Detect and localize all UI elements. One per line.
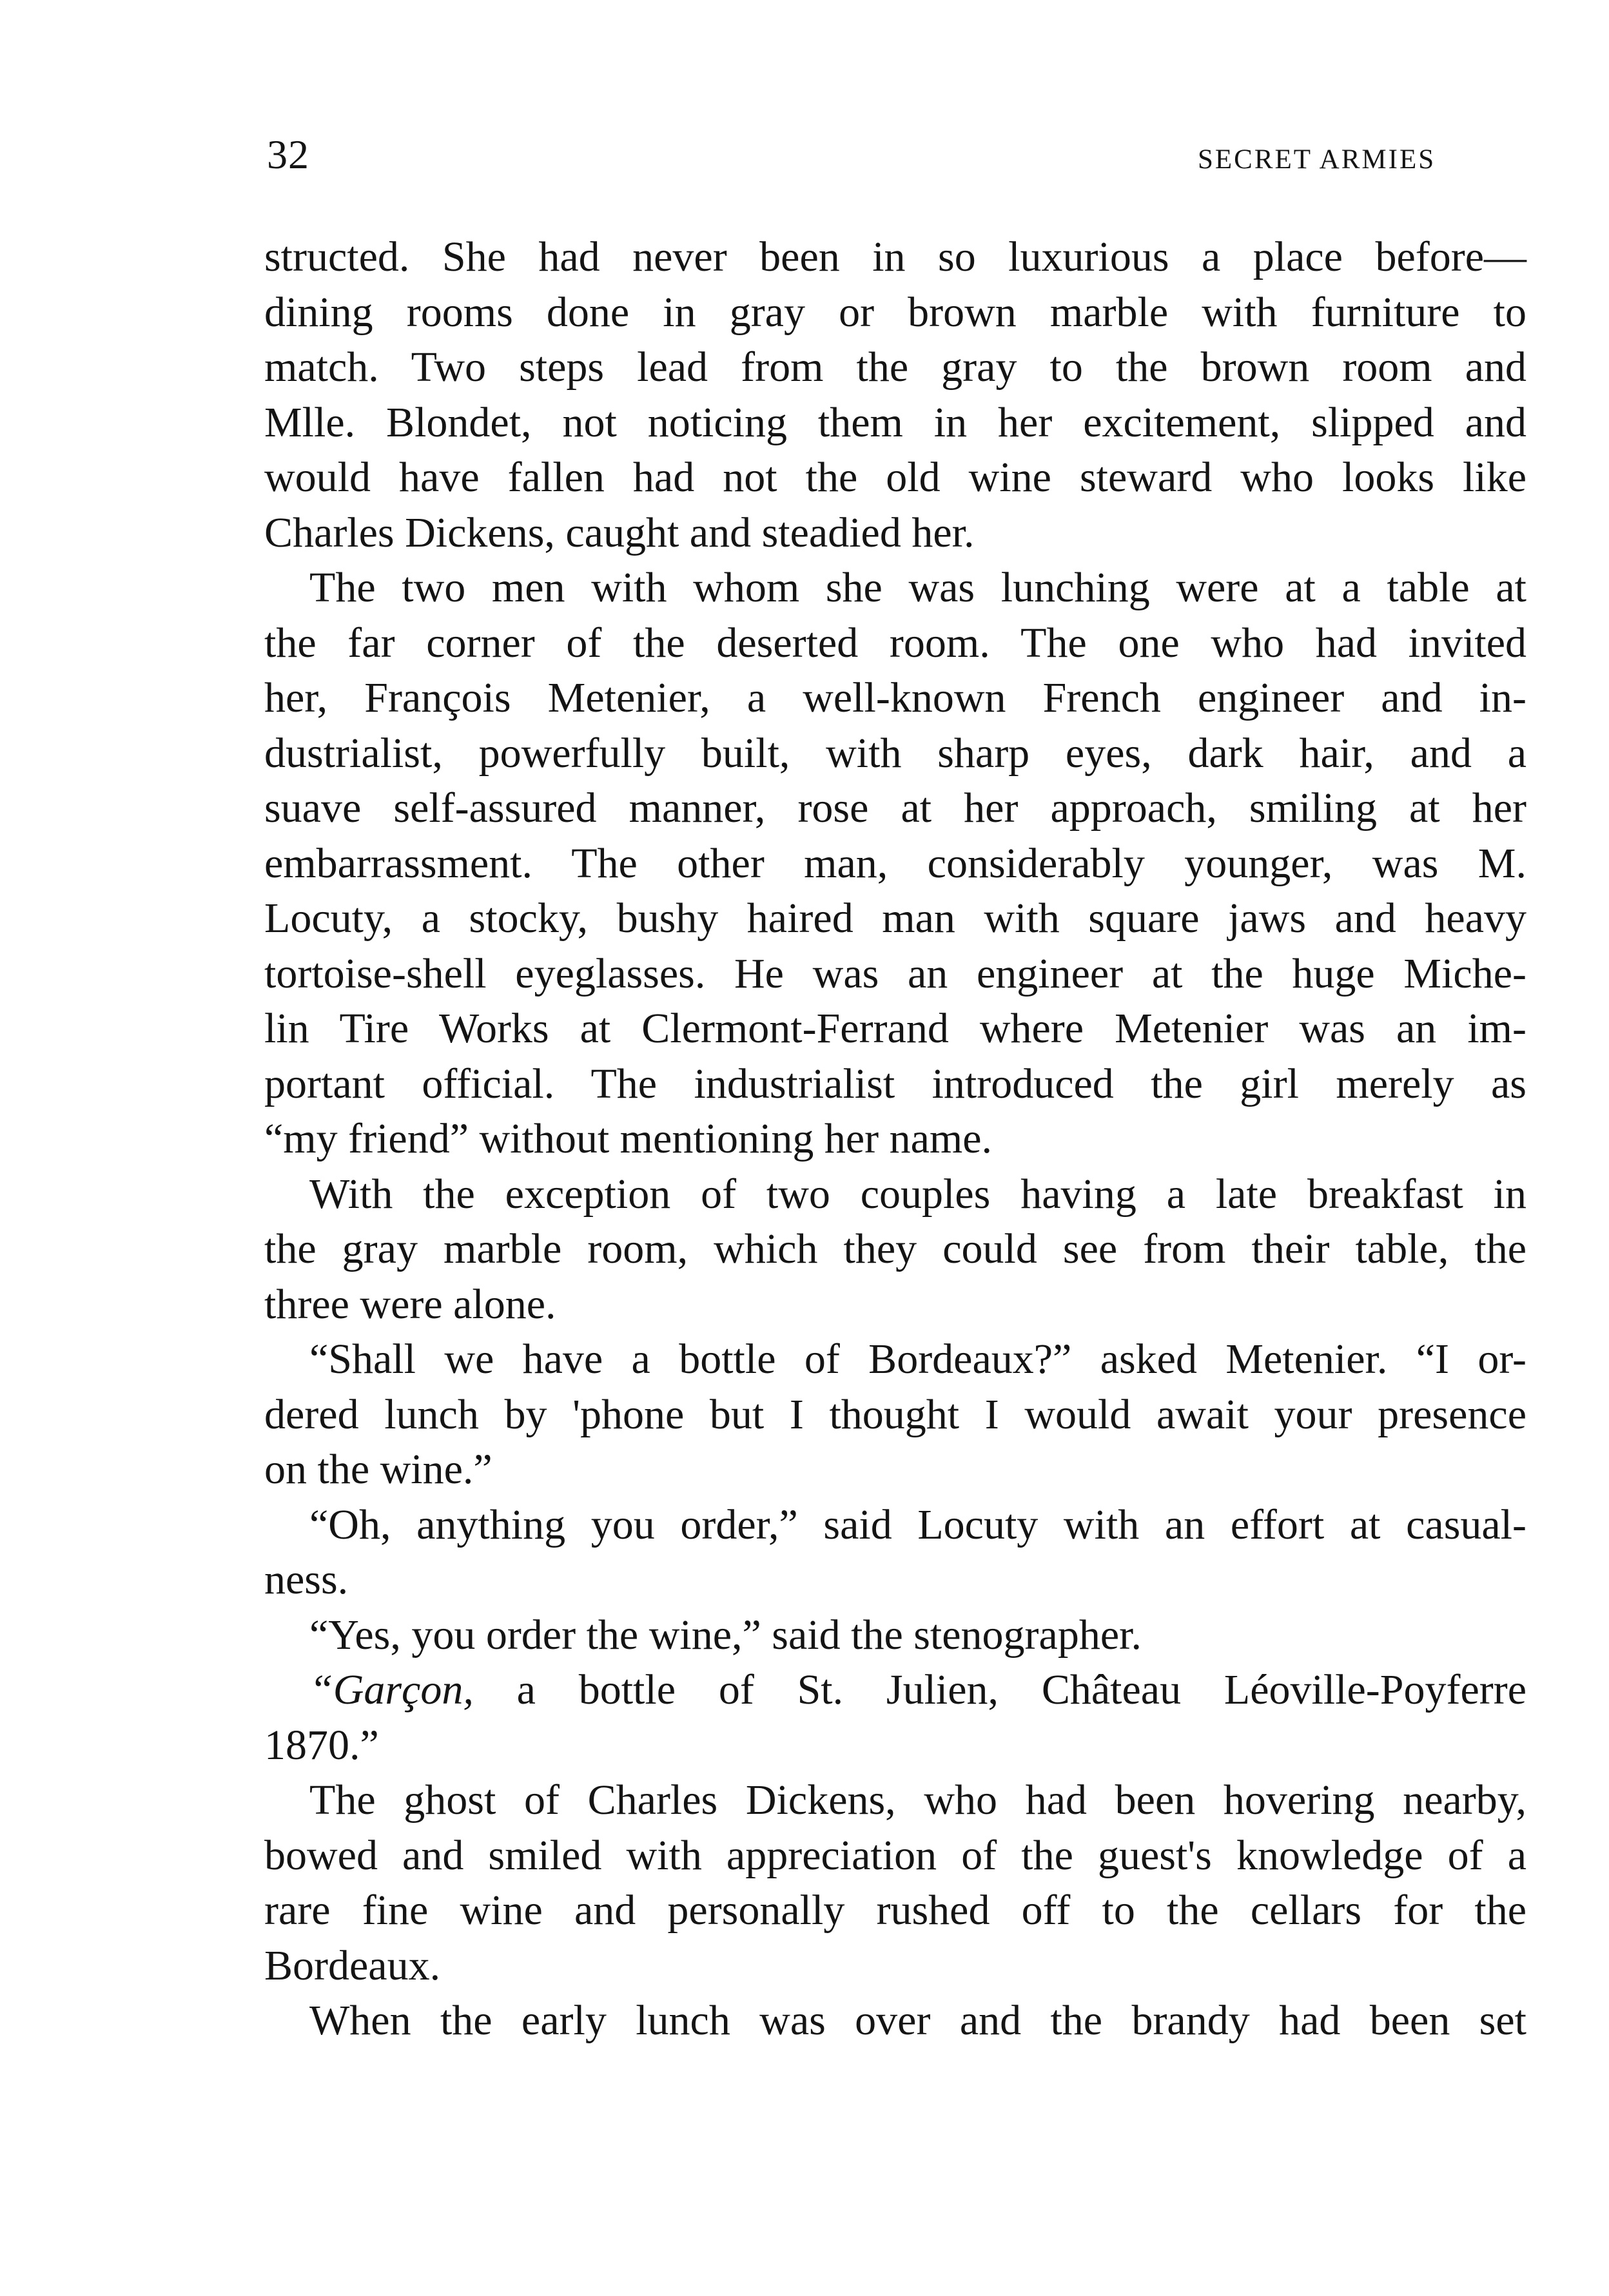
text-line: Mlle. Blondet, not noticing them in her excitement, slipped and	[264, 398, 1526, 446]
paragraph	[264, 1497, 1526, 1608]
paragraph	[264, 1167, 1526, 1332]
text-line: rare fine wine and personally rushed off to the cellars for the	[264, 1887, 1526, 1934]
text-line: would have fallen had not the old wine steward who looks like	[264, 454, 1526, 501]
text-line: Locuty, a stocky, bushy haired man with square jaws and heavy	[264, 895, 1526, 942]
text-line: the far corner of the deserted room. The one who had invited	[264, 619, 1526, 666]
paragraph	[264, 1608, 1526, 1663]
text-line: “Shall we have a bottle of Bordeaux?” asked Metenier. “I or-	[309, 1336, 1526, 1383]
running-head: SECRET ARMIES	[1198, 144, 1436, 175]
paragraph	[264, 1662, 1526, 1773]
paragraph	[264, 560, 1526, 1167]
paragraph	[264, 1993, 1526, 2048]
text-line: three were alone.	[264, 1280, 556, 1328]
text-line: suave self-assured manner, rose at her approach, smiling at her	[264, 784, 1526, 832]
page-number: 32	[267, 131, 309, 177]
text-line: “Yes, you order the wine,” said the stenographer.	[309, 1611, 1142, 1659]
text-line: ness.	[264, 1556, 349, 1603]
text-line: on the wine.”	[264, 1446, 492, 1493]
text-line: tortoise-shell eyeglasses. He was an engineer at the huge Miche-	[264, 949, 1526, 997]
text-line: dered lunch by 'phone but I thought I would await your presence	[264, 1390, 1526, 1438]
text-line: dustrialist, powerfully built, with sharp eyes, dark hair, and a	[264, 729, 1526, 777]
text-line: dining rooms done in gray or brown marble with furniture to	[264, 288, 1526, 336]
text-line: bowed and smiled with appreciation of the guest's knowledge of a	[264, 1831, 1526, 1879]
text-line: 1870.”	[264, 1721, 379, 1769]
text-line: Charles Dickens, caught and steadied her.	[264, 509, 975, 556]
text-run: a bottle of St. Julien, Château Léoville-Poyferre	[473, 1666, 1526, 1713]
text-line: The ghost of Charles Dickens, who had been hovering nearby,	[309, 1776, 1526, 1824]
text-line: When the early lunch was over and the brandy had been set	[309, 1997, 1526, 2044]
text-line: The two men with whom she was lunching were at a table at	[309, 564, 1526, 611]
text-line: “Oh, anything you order,” said Locuty with an effort at casual-	[309, 1501, 1526, 1548]
text-line: embarrassment. The other man, considerably younger, was M.	[264, 839, 1526, 887]
paragraph	[264, 1773, 1526, 1993]
text-line: portant official. The industrialist introduced the girl merely as	[264, 1060, 1526, 1107]
text-line: her, François Metenier, a well-known French engineer and in-	[264, 674, 1526, 721]
text-line: match. Two steps lead from the gray to the brown room and	[264, 344, 1526, 391]
italic-text: “Garçon,	[309, 1666, 474, 1713]
text-line: the gray marble room, which they could see from their table, the	[264, 1225, 1526, 1272]
text-line: With the exception of two couples having a late breakfast in	[309, 1170, 1526, 1218]
text-line: Bordeaux.	[264, 1941, 441, 1989]
text-line	[264, 1662, 1526, 1718]
paragraph	[264, 229, 1526, 560]
text-line: structed. She had never been in so luxurious a place before—	[264, 233, 1526, 280]
text-line: lin Tire Works at Clermont-Ferrand where Metenier was an im-	[264, 1005, 1526, 1052]
body-text	[264, 229, 1526, 2048]
text-line: “my friend” without mentioning her name.	[264, 1115, 993, 1162]
paragraph	[264, 1332, 1526, 1497]
